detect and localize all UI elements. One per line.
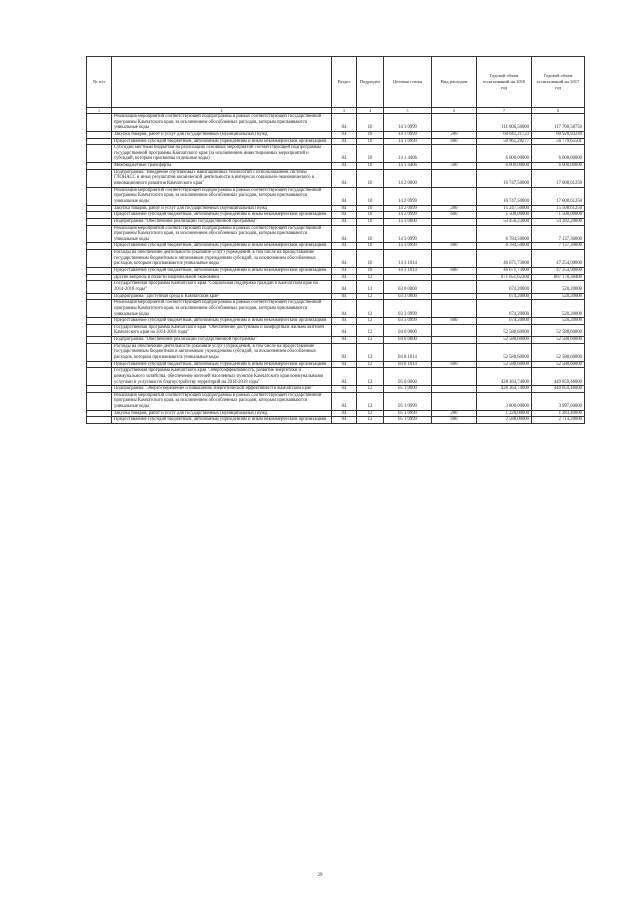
expense-kind-cell: 600 [432, 268, 477, 275]
budget-table [86, 56, 585, 424]
table-row [87, 187, 585, 205]
row-number-cell [87, 386, 112, 393]
table-row [87, 243, 585, 250]
subsection-code-cell: 10 [357, 169, 384, 187]
amount-2017-cell: 520,20000 [532, 300, 585, 318]
row-number-cell [87, 212, 112, 219]
expense-kind-cell: 600 [432, 212, 477, 219]
amount-2017-cell: 56 779,65501 [532, 138, 585, 145]
amount-2016-cell: 16 747,50000 [477, 169, 532, 187]
table-row [87, 169, 585, 187]
section-code-cell: 04 [332, 218, 357, 225]
expense-kind-cell: 600 [432, 417, 477, 424]
table-body [87, 114, 585, 424]
amount-2016-cell: 428 364,74000 [477, 368, 532, 386]
amount-2016-cell: 52 580,60000 [477, 337, 532, 344]
expense-name-cell: Предоставление субсидий бюджетным, автономным учреждениям и иным некоммерческим организациям [112, 268, 332, 275]
amount-2016-cell: 6 000,00000 [477, 145, 532, 163]
expense-kind-cell [432, 225, 477, 243]
row-number-cell [87, 187, 112, 205]
target-article-cell: 14 2 0999 [384, 205, 432, 212]
subsection-code-cell: 12 [357, 293, 384, 300]
header-cell: Раздел [332, 57, 357, 108]
table-row [87, 337, 585, 344]
section-code-cell: 04 [332, 324, 357, 336]
amount-2016-cell: 674,20000 [477, 318, 532, 325]
amount-2017-cell: 520,20000 [532, 293, 585, 300]
subsection-code-cell: 10 [357, 131, 384, 138]
table-row [87, 205, 585, 212]
amount-2017-cell: 52 580,60000 [532, 361, 585, 368]
row-number-cell [87, 392, 112, 410]
table-row [87, 324, 585, 336]
subsection-code-cell: 12 [357, 343, 384, 361]
table-row [87, 410, 585, 417]
target-article-cell: 14 3 0999 [384, 225, 432, 243]
amount-2017-cell: 7 137,30000 [532, 243, 585, 250]
target-article-cell: 14 3 1014 [384, 250, 432, 268]
expense-kind-cell [432, 293, 477, 300]
amount-2017-cell: 17 008,61250 [532, 169, 585, 187]
amount-2016-cell: 60 041,21723 [477, 131, 532, 138]
expense-kind-cell: 200 [432, 205, 477, 212]
target-article-cell: 05 1 0000 [384, 386, 432, 393]
section-code-cell: 04 [332, 243, 357, 250]
amount-2016-cell: 2 580,00000 [477, 417, 532, 424]
table-row [87, 281, 585, 293]
amount-2016-cell: 6 784,50000 [477, 225, 532, 243]
expense-kind-cell: 600 [432, 243, 477, 250]
target-article-cell: 04 8 0000 [384, 337, 432, 344]
section-code-cell: 04 [332, 145, 357, 163]
amount-2016-cell: 111 006,50000 [477, 114, 532, 132]
section-code-cell: 04 [332, 392, 357, 410]
expense-name-cell: Государственная программа Камчатского края "Социальная поддержка граждан в Камчатском крае на 2014-2018 годы" [112, 281, 332, 293]
amount-2017-cell: 54 392,20000 [532, 218, 585, 225]
table-row [87, 250, 585, 268]
amount-2016-cell: 674,20000 [477, 281, 532, 293]
column-number-cell: 6 [432, 108, 477, 114]
expense-kind-cell: 200 [432, 410, 477, 417]
expense-name-cell: Предоставление субсидий бюджетным, автономным учреждениям и иным некоммерческим организациям [112, 138, 332, 145]
amount-2016-cell: 6 000,00000 [477, 163, 532, 170]
target-article-cell: 03 3 0000 [384, 293, 432, 300]
subsection-code-cell: 12 [357, 337, 384, 344]
expense-name-cell: Закупка товаров, работ и услуг для государственных (муниципальных) нужд [112, 131, 332, 138]
section-code-cell: 04 [332, 225, 357, 243]
expense-kind-cell [432, 169, 477, 187]
table-row [87, 343, 585, 361]
row-number-cell [87, 281, 112, 293]
section-code-cell: 04 [332, 131, 357, 138]
section-code-cell: 04 [332, 318, 357, 325]
expense-name-cell: Предоставление субсидий бюджетным, автономным учреждениям и иным некоммерческим организациям [112, 243, 332, 250]
amount-2016-cell: 1 220,00000 [477, 410, 532, 417]
expense-name-cell: Предоставление субсидий бюджетным, автономным учреждениям и иным некоммерческим организациям [112, 361, 332, 368]
table-row [87, 417, 585, 424]
target-article-cell: 14 1 4406 [384, 163, 432, 170]
amount-2017-cell: 47 254,90000 [532, 250, 585, 268]
amount-2017-cell: 6 000,00000 [532, 145, 585, 163]
row-number-cell [87, 368, 112, 386]
column-number-cell: 7 [477, 108, 532, 114]
expense-kind-cell: 600 [432, 361, 477, 368]
subsection-code-cell: 12 [357, 410, 384, 417]
amount-2016-cell: 53 456,23000 [477, 218, 532, 225]
amount-2017-cell: 52 580,60000 [532, 343, 585, 361]
column-number-cell: 4 [357, 108, 384, 114]
row-number-cell [87, 138, 112, 145]
section-code-cell: 04 [332, 187, 357, 205]
target-article-cell: 04 0 0000 [384, 324, 432, 336]
expense-kind-cell [432, 343, 477, 361]
row-number-cell [87, 131, 112, 138]
table-row [87, 145, 585, 163]
target-article-cell: 14 1 0999 [384, 138, 432, 145]
expense-name-cell: Субсидии местным бюджетам на реализацию основных мероприятий соответствующей подпрограммы государственной программы Камчатского края (за исключением инвестиционных мероприятий и субсидий, которым присвоены отдельные коды) [112, 145, 332, 163]
page-number: 29 [317, 873, 323, 878]
target-article-cell: 14 2 0999 [384, 212, 432, 219]
subsection-code-cell: 12 [357, 417, 384, 424]
row-number-cell [87, 243, 112, 250]
subsection-code-cell: 10 [357, 250, 384, 268]
section-code-cell: 04 [332, 361, 357, 368]
column-number-cell: 5 [384, 108, 432, 114]
row-number-cell [87, 300, 112, 318]
section-code-cell: 04 [332, 281, 357, 293]
subsection-code-cell: 10 [357, 205, 384, 212]
row-number-cell [87, 250, 112, 268]
expense-kind-cell [432, 114, 477, 132]
expense-name-cell: Реализация мероприятий соответствующей подпрограммы в рамках соответствующей государственной программы Камчатского края, за исключением обособленных расходов, которым присваиваются уникальные коды [112, 300, 332, 318]
expense-name-cell: Государственная программа Камчатского края "Обеспечение доступным и комфортным жильем жителей Камчатского края на 2014-2018 годы" [112, 324, 332, 336]
expense-name-cell: Реализация мероприятий соответствующей подпрограммы в рамках соответствующей государственной программы Камчатского края, за исключением обособленных расходов, которым присваиваются уникальные коды [112, 187, 332, 205]
section-code-cell: 04 [332, 250, 357, 268]
section-code-cell: 04 [332, 337, 357, 344]
expense-kind-cell [432, 218, 477, 225]
expense-kind-cell [432, 250, 477, 268]
expense-kind-cell [432, 386, 477, 393]
subsection-code-cell: 12 [357, 274, 384, 281]
expense-name-cell: Государственная программа Камчатского края "Энергоэффективность, развитие энергетики и коммунального хозяйства, обеспечение жителей населенных пунктов Камчатского края коммунальными услугами и услугами по благоустройству территорий на 2014-2018 годы" [112, 368, 332, 386]
subsection-code-cell: 10 [357, 163, 384, 170]
amount-2017-cell: 1 283,40000 [532, 410, 585, 417]
header-cell: Годовой объем ассигнований на 2017 год [532, 57, 585, 108]
expense-kind-cell [432, 392, 477, 410]
target-article-cell: 14 3 0000 [384, 218, 432, 225]
subsection-code-cell: 12 [357, 368, 384, 386]
row-number-cell [87, 169, 112, 187]
target-article-cell: 14 1 0999 [384, 114, 432, 132]
table-row [87, 293, 585, 300]
subsection-code-cell: 10 [357, 114, 384, 132]
expense-name-cell: Межбюджетные трансферты [112, 163, 332, 170]
table-row [87, 212, 585, 219]
row-number-cell [87, 417, 112, 424]
amount-2017-cell: 687 178,38400 [532, 274, 585, 281]
row-number-cell [87, 218, 112, 225]
expense-name-cell: Предоставление субсидий бюджетным, автономным учреждениям и иным некоммерческим организациям [112, 318, 332, 325]
table-row [87, 361, 585, 368]
header-cell [112, 57, 332, 108]
expense-name-cell: Подпрограмма "Обеспечение реализации государственной программы" [112, 337, 332, 344]
amount-2017-cell: 52 580,60000 [532, 324, 585, 336]
table-row [87, 368, 585, 386]
expense-kind-cell: 600 [432, 318, 477, 325]
expense-name-cell: Предоставление субсидий бюджетным, автономным учреждениям и иным некоммерческим организациям [112, 212, 332, 219]
expense-kind-cell: 200 [432, 131, 477, 138]
row-number-cell [87, 225, 112, 243]
section-code-cell: 04 [332, 293, 357, 300]
row-number-cell [87, 361, 112, 368]
section-code-cell: 04 [332, 410, 357, 417]
amount-2017-cell: 7 137,30000 [532, 225, 585, 243]
subsection-code-cell: 12 [357, 324, 384, 336]
subsection-code-cell: 12 [357, 318, 384, 325]
amount-2016-cell: 428 364,74000 [477, 386, 532, 393]
section-code-cell: 04 [332, 163, 357, 170]
amount-2017-cell: 449 859,46000 [532, 386, 585, 393]
amount-2016-cell: 52 580,60000 [477, 361, 532, 368]
expense-kind-cell [432, 324, 477, 336]
table-row [87, 138, 585, 145]
table-header-row [87, 57, 585, 108]
subsection-code-cell: 10 [357, 212, 384, 219]
row-number-cell [87, 337, 112, 344]
amount-2016-cell: 674,20000 [477, 293, 532, 300]
amount-2016-cell: 16 747,50000 [477, 187, 532, 205]
section-code-cell: 04 [332, 368, 357, 386]
target-article-cell: 03 0 0000 [384, 281, 432, 293]
target-article-cell: 04 8 1014 [384, 343, 432, 361]
row-number-cell [87, 268, 112, 275]
expense-name-cell: Реализация мероприятий соответствующей подпрограммы в рамках соответствующей государственной программы Камчатского края, за исключением обособленных расходов, которым присваиваются уникальные коды [112, 225, 332, 243]
expense-name-cell: Подпрограмма "Доступная среда в Камчатском крае" [112, 293, 332, 300]
section-code-cell: 04 [332, 274, 357, 281]
expense-name-cell: Расходы на обеспечение деятельности (оказание услуг) учреждений, в том числе на предоставление государственным бюджетным и автономным учреждениям субсидий, за исключением обособленных расходов, которым присваиваются уникальные коды [112, 250, 332, 268]
section-code-cell: 04 [332, 417, 357, 424]
row-number-cell [87, 274, 112, 281]
section-code-cell: 04 [332, 300, 357, 318]
expense-name-cell: Реализация мероприятий соответствующей подпрограммы в рамках соответствующей государственной программы Камчатского края, за исключением обособленных расходов, которым присваиваются уникальные коды [112, 114, 332, 132]
expense-kind-cell [432, 281, 477, 293]
target-article-cell: 05 0 0000 [384, 368, 432, 386]
row-number-cell [87, 293, 112, 300]
expense-name-cell: Закупка товаров, работ и услуг для государственных (муниципальных) нужд [112, 410, 332, 417]
target-article-cell: 14 2 0999 [384, 187, 432, 205]
section-code-cell: 04 [332, 169, 357, 187]
expense-name-cell: Подпрограмма "Энергосбережение и повышение энергетической эффективности Камчатском крае" [112, 386, 332, 393]
row-number-cell [87, 145, 112, 163]
column-number-cell: 3 [332, 108, 357, 114]
expense-kind-cell [432, 274, 477, 281]
subsection-code-cell: 10 [357, 225, 384, 243]
column-number-cell: 1 [87, 108, 112, 114]
subsection-code-cell: 10 [357, 187, 384, 205]
column-number-cell: 8 [532, 108, 585, 114]
subsection-code-cell: 10 [357, 218, 384, 225]
header-cell: № п/п [87, 57, 112, 108]
expense-kind-cell: 600 [432, 138, 477, 145]
target-article-cell [384, 274, 432, 281]
amount-2017-cell: 15 508,61250 [532, 205, 585, 212]
target-article-cell: 14 1 0999 [384, 131, 432, 138]
amount-2017-cell: 2 714,20000 [532, 417, 585, 424]
target-article-cell: 05 1 0999 [384, 410, 432, 417]
expense-kind-cell [432, 300, 477, 318]
table-row [87, 218, 585, 225]
target-article-cell: 05 1 0999 [384, 417, 432, 424]
amount-2016-cell: 1 500,00000 [477, 212, 532, 219]
section-code-cell: 04 [332, 268, 357, 275]
target-article-cell: 14 2 0000 [384, 169, 432, 187]
table-row [87, 392, 585, 410]
table-row [87, 300, 585, 318]
target-article-cell: 14 1 4406 [384, 145, 432, 163]
section-code-cell: 04 [332, 343, 357, 361]
row-number-cell [87, 410, 112, 417]
row-number-cell [87, 163, 112, 170]
amount-2016-cell: 52 580,60000 [477, 343, 532, 361]
expense-name-cell: Другие вопросы в области национальной экономики [112, 274, 332, 281]
target-article-cell: 14 3 1014 [384, 268, 432, 275]
subsection-code-cell: 12 [357, 300, 384, 318]
table-row [87, 225, 585, 243]
row-number-cell [87, 318, 112, 325]
target-article-cell: 03 3 0999 [384, 300, 432, 318]
subsection-code-cell: 10 [357, 138, 384, 145]
table-row [87, 386, 585, 393]
section-code-cell: 04 [332, 114, 357, 132]
amount-2016-cell: 674,20000 [477, 300, 532, 318]
section-code-cell: 04 [332, 205, 357, 212]
expense-kind-cell [432, 337, 477, 344]
section-code-cell: 04 [332, 138, 357, 145]
amount-2017-cell: 60 920,93249 [532, 131, 585, 138]
amount-2016-cell: 52 580,60000 [477, 324, 532, 336]
expense-kind-cell: 500 [432, 163, 477, 170]
row-number-cell [87, 114, 112, 132]
subsection-code-cell: 10 [357, 145, 384, 163]
target-article-cell: 05 1 0999 [384, 392, 432, 410]
header-cell: Целевая статья [384, 57, 432, 108]
header-cell: Годовой объем ассигнований на 2016 год [477, 57, 532, 108]
amount-2016-cell: 3 800,00000 [477, 392, 532, 410]
amount-2017-cell: 17 008,61250 [532, 187, 585, 205]
subsection-code-cell: 10 [357, 268, 384, 275]
target-article-cell: 03 3 0999 [384, 318, 432, 325]
subsection-code-cell: 12 [357, 281, 384, 293]
amount-2016-cell: 15 247,50000 [477, 205, 532, 212]
amount-2016-cell: 671 651,62300 [477, 274, 532, 281]
amount-2016-cell: 6 784,50000 [477, 243, 532, 250]
header-cell: Вид расходов [432, 57, 477, 108]
section-code-cell: 04 [332, 212, 357, 219]
subsection-code-cell: 12 [357, 386, 384, 393]
table-row [87, 274, 585, 281]
amount-2016-cell: 50 965,28277 [477, 138, 532, 145]
expense-kind-cell [432, 145, 477, 163]
expense-name-cell: Предоставление субсидий бюджетным, автономным учреждениям и иным некоммерческим организациям [112, 417, 332, 424]
expense-name-cell: Подпрограмма "Внедрение спутниковых навигационных технологий с использованием системы ГЛОНАСС и иных результатов космической деятельности в интересах социально-экономического и инновационного развития Камчатского края" [112, 169, 332, 187]
amount-2017-cell: 6 000,00000 [532, 163, 585, 170]
amount-2017-cell: 52 580,60000 [532, 337, 585, 344]
amount-2017-cell: 1 500,00000 [532, 212, 585, 219]
expense-name-cell: Подпрограмма "Обеспечение реализации государственной программы" [112, 218, 332, 225]
section-code-cell: 04 [332, 386, 357, 393]
amount-2017-cell: 3 997,60000 [532, 392, 585, 410]
table-row [87, 163, 585, 170]
expense-name-cell: Закупка товаров, работ и услуг для государственных (муниципальных) нужд [112, 205, 332, 212]
expense-name-cell: Реализация мероприятий соответствующей подпрограммы в рамках соответствующей государственной программы Камчатского края, за исключением обособленных расходов, которым присваиваются уникальные коды [112, 392, 332, 410]
row-number-cell [87, 343, 112, 361]
subsection-code-cell: 12 [357, 392, 384, 410]
table-row [87, 268, 585, 275]
amount-2017-cell: 117 700,58750 [532, 114, 585, 132]
amount-2017-cell: 520,20000 [532, 318, 585, 325]
expense-name-cell: Расходы на обеспечение деятельности (оказание услуг) учреждений, в том числе на предоставление государственным бюджетным и автономным учреждениям субсидий, за исключением обособленных расходов, которым присваиваются уникальные коды [112, 343, 332, 361]
row-number-cell [87, 324, 112, 336]
amount-2016-cell: 46 671,73000 [477, 250, 532, 268]
subsection-code-cell: 12 [357, 361, 384, 368]
target-article-cell: 04 8 1014 [384, 361, 432, 368]
target-article-cell: 14 3 0999 [384, 243, 432, 250]
amount-2016-cell: 46 671,73000 [477, 268, 532, 275]
expense-kind-cell [432, 368, 477, 386]
subsection-code-cell: 10 [357, 243, 384, 250]
row-number-cell [87, 205, 112, 212]
header-cell: Подраздел [357, 57, 384, 108]
table-row [87, 318, 585, 325]
expense-kind-cell [432, 187, 477, 205]
amount-2017-cell: 520,20000 [532, 281, 585, 293]
amount-2017-cell: 47 254,90000 [532, 268, 585, 275]
table-row [87, 131, 585, 138]
column-number-cell: 2 [112, 108, 332, 114]
amount-2017-cell: 449 859,46000 [532, 368, 585, 386]
table-row [87, 114, 585, 132]
